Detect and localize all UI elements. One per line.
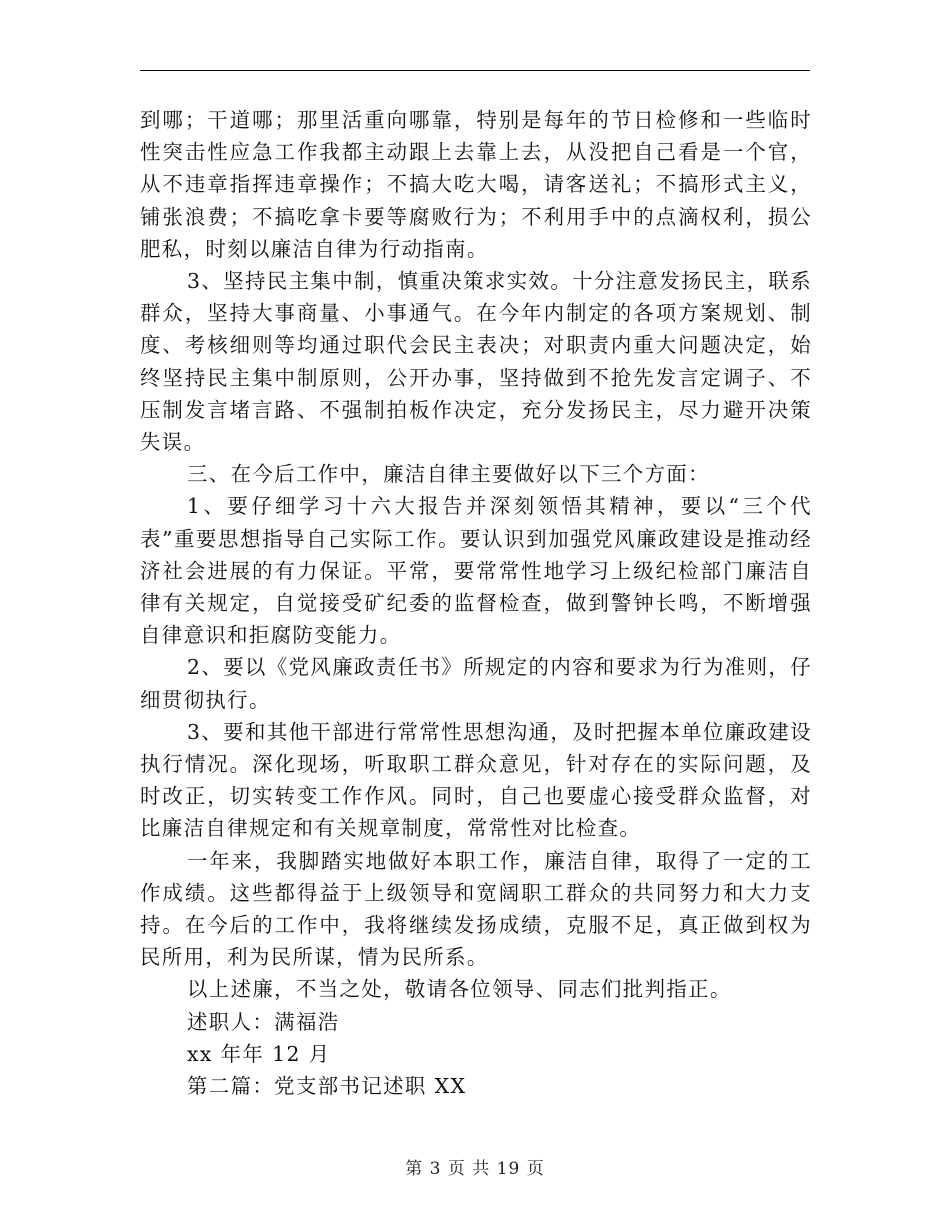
page-number-footer: 第 3 页 共 19 页 [405, 1159, 545, 1179]
paragraph-continuation: 到哪；干道哪；那里活重向哪靠，特别是每年的节日检修和一些临时性突击性应急工作我都主动跟上去靠上去，从没把自己看是一个官，从不违章指挥违章操作；不搞大吃大喝，请客送礼；不搞形式主义，铺张浪费；不搞吃拿卡要等腐败行为；不利用手中的点滴权利，损公肥私，时刻以廉洁自律为行动指南。 [140, 108, 812, 261]
paragraph-study-report: 1、要仔细学习十六大报告并深刻领悟其精神，要以“三个代表”重要思想指导自己实际工作。要认识到加强党风廉政建设是推动经济社会进展的有力保证。平常，要常常性地学习上级纪检部门廉洁自律有关规定，自觉接受矿纪委的监督检查，做到警钟长鸣，不断增强自律意识和拒腐防变能力。 [140, 494, 812, 648]
header-rule [140, 70, 810, 71]
next-chapter-title: 第二篇：党支部书记述职 XX [187, 1074, 467, 1099]
paragraph-responsibility-letter: 2、要以《党风廉政责任书》所规定的内容和要求为行为准则，仔细贯彻执行。 [140, 655, 812, 712]
paragraph-communication: 3、要和其他干部进行常常性思想沟通，及时把握本单位廉政建设执行情况。深化现场，听取职工群众意见，针对存在的实际问题，及时改正，切实转变工作作风。同时，自己也要虚心接受群众监督，对比廉洁自律规定和有关规章制度，常常性对比检查。 [140, 719, 812, 841]
signature-line: 述职人：满福浩 [187, 1009, 340, 1034]
document-body [140, 104, 812, 1102]
paragraph-summary: 一年来，我脚踏实地做好本职工作，廉洁自律，取得了一定的工作成绩。这些都得益于上级领导和宽阔职工群众的共同努力和大力支持。在今后的工作中，我将继续发扬成绩，克服不足，真正做到权为民所用，利为民所谋，情为民所系。 [140, 848, 812, 970]
date-line: xx 年年 12 月 [187, 1041, 331, 1066]
paragraph-closing: 以上述廉，不当之处，敬请各位领导、同志们批判指正。 [187, 977, 732, 1002]
section-heading-future-work: 三、在今后工作中，廉洁自律主要做好以下三个方面： [187, 462, 710, 487]
paragraph-democratic-centralism: 3、坚持民主集中制，慎重决策求实效。十分注意发扬民主，联系群众，坚持大事商量、小事通气。在今年内制定的各项方案规划、制度、考核细则等均通过职代会民主表决；对职责内重大问题决定，始终坚持民主集中制原则，公开办事，坚持做到不抢先发言定调子、不压制发言堵言路、不强制拍板作决定，充分发扬民主，尽力避开决策失误。 [140, 269, 812, 455]
